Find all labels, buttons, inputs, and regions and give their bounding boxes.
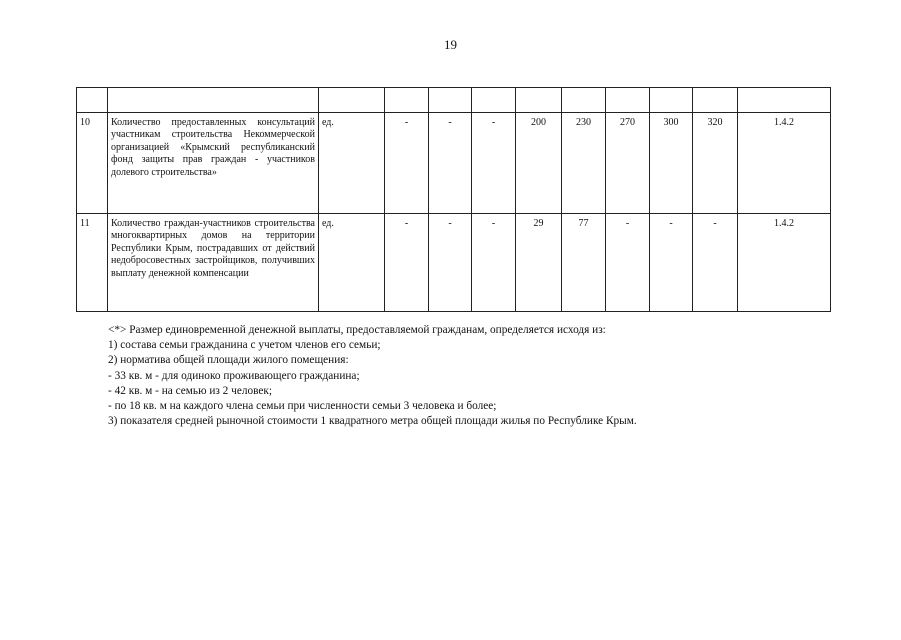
value-cell: - bbox=[472, 113, 516, 214]
footnote-line: <*> Размер единовременной денежной выплаты, предоставляемой гражданам, определяется исходя из: bbox=[108, 324, 606, 336]
value-cell: 230 bbox=[562, 113, 606, 214]
value-cell: 320 bbox=[693, 113, 738, 214]
page-number: 19 bbox=[444, 37, 457, 52]
table-cell bbox=[516, 88, 562, 113]
indicator-description: Количество граждан-участников строительства многоквартирных домов на территории Республики Крым, пострадавших от действий недобросовестных застройщиков, получивших выплату денежной компенсации bbox=[108, 214, 319, 312]
value-cell: 270 bbox=[606, 113, 650, 214]
value-cell: - bbox=[693, 214, 738, 312]
table-cell bbox=[650, 88, 693, 113]
value-cell: 300 bbox=[650, 113, 693, 214]
table-cell bbox=[319, 88, 385, 113]
value-cell: - bbox=[429, 113, 472, 214]
table-cell bbox=[385, 88, 429, 113]
table-cell bbox=[738, 88, 831, 113]
footnote-line: 1) состава семьи гражданина с учетом членов его семьи; bbox=[108, 339, 381, 352]
reference-cell: 1.4.2 bbox=[738, 113, 831, 214]
footnote-line: - 42 кв. м - на семью из 2 человек; bbox=[108, 384, 273, 397]
footnote-line: 2) норматива общей площади жилого помещения: bbox=[108, 354, 349, 367]
table-cell bbox=[472, 88, 516, 113]
value-cell: 29 bbox=[516, 214, 562, 312]
footnote-line: - 33 кв. м - для одиноко проживающего гражданина; bbox=[108, 369, 360, 382]
indicators-table bbox=[76, 87, 831, 312]
table-cell bbox=[562, 88, 606, 113]
table-row bbox=[77, 113, 831, 214]
table-cell bbox=[606, 88, 650, 113]
unit-cell: ед. bbox=[319, 113, 385, 214]
table-cell bbox=[77, 88, 108, 113]
table-cell bbox=[429, 88, 472, 113]
value-cell: 77 bbox=[562, 214, 606, 312]
row-number: 10 bbox=[77, 113, 108, 214]
footnote-line: - по 18 кв. м на каждого члена семьи при численности семьи 3 человека и более; bbox=[108, 400, 497, 413]
footnotes bbox=[108, 323, 748, 429]
value-cell: 200 bbox=[516, 113, 562, 214]
table-row bbox=[77, 214, 831, 312]
value-cell: - bbox=[472, 214, 516, 312]
indicator-description: Количество предоставленных консультаций участникам строительства Некоммерческой организацией «Крымский республиканский фонд защиты прав граждан - участников долевого строительства» bbox=[108, 113, 319, 214]
value-cell: - bbox=[650, 214, 693, 312]
value-cell: - bbox=[385, 214, 429, 312]
table-cell bbox=[693, 88, 738, 113]
value-cell: - bbox=[385, 113, 429, 214]
row-number: 11 bbox=[77, 214, 108, 312]
table-row bbox=[77, 88, 831, 113]
table-cell bbox=[108, 88, 319, 113]
value-cell: - bbox=[429, 214, 472, 312]
reference-cell: 1.4.2 bbox=[738, 214, 831, 312]
footnote-line: 3) показателя средней рыночной стоимости 1 квадратного метра общей площади жилья по Республике Крым. bbox=[108, 415, 637, 428]
unit-cell: ед. bbox=[319, 214, 385, 312]
value-cell: - bbox=[606, 214, 650, 312]
